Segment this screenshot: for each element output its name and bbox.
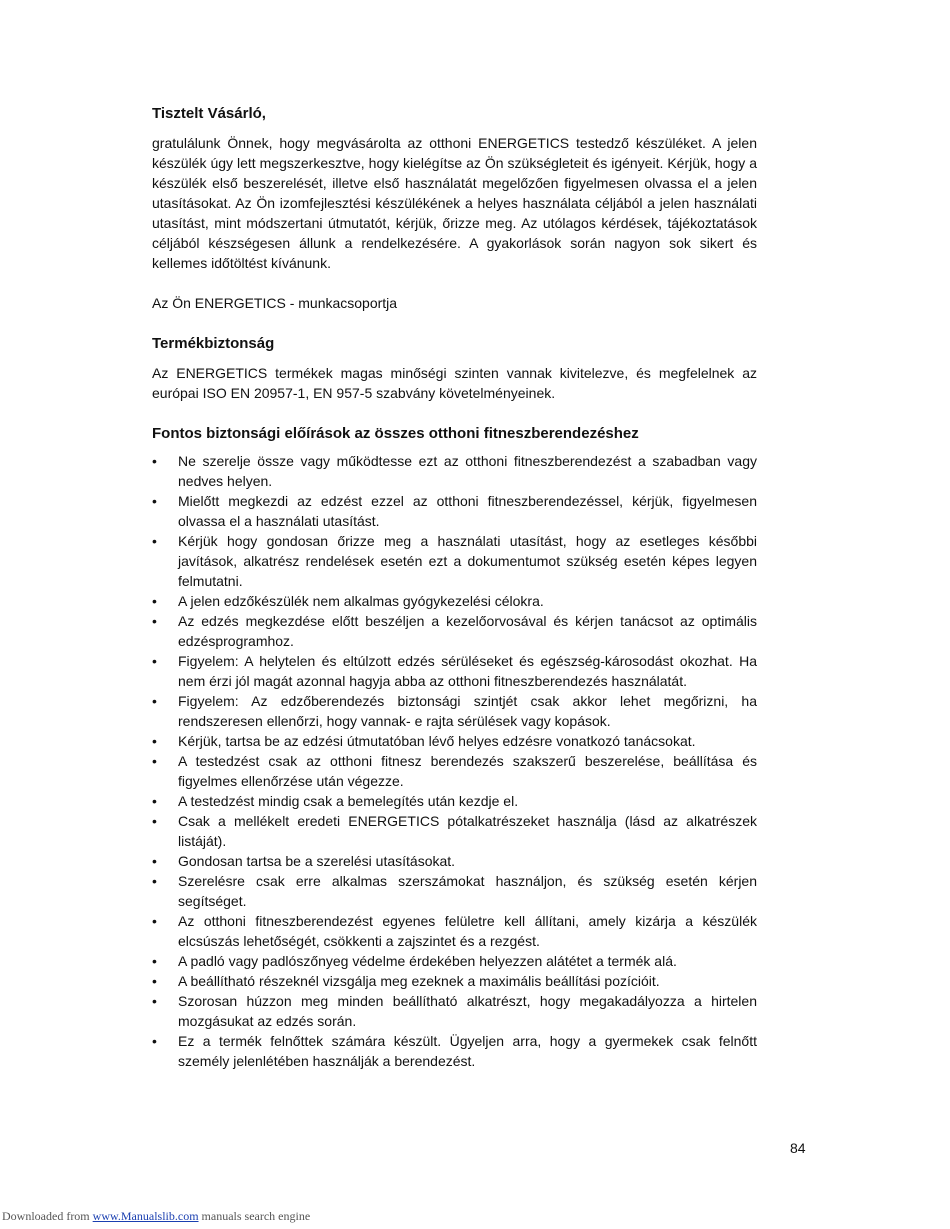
download-footer (2, 1208, 310, 1224)
list-item: • Kérjük, tartsa be az edzési útmutatóban lévő helyes edzésre vonatkozó tanácsokat. (152, 731, 757, 751)
greeting-heading: Tisztelt Vásárló, (152, 105, 266, 122)
list-item: • Figyelem: A helytelen és eltúlzott edzés sérüléseket és egészség-károsodást okozhat. Ha nem érzi jól magát azonnal hagyja abba az otthoni fitneszberendezés használatát. (152, 651, 757, 691)
footer-prefix: Downloaded from (2, 1209, 93, 1223)
page-number: 84 (790, 1140, 806, 1156)
list-item: • Kérjük hogy gondosan őrizze meg a használati utasítást, hogy az esetleges későbbi javítások, alkatrész rendelések esetén ezt a dokumentumot szükség esetén képes legyen felmutatni. (152, 531, 757, 591)
list-item: • A jelen edzőkészülék nem alkalmas gyógykezelési célokra. (152, 591, 757, 611)
list-item: • Ne szerelje össze vagy működtesse ezt az otthoni fitneszberendezést a szabadban vagy nedves helyen. (152, 451, 757, 491)
list-item: • Mielőtt megkezdi az edzést ezzel az otthoni fitneszberendezéssel, kérjük, figyelmesen olvassa el a használati utasítást. (152, 491, 757, 531)
list-item: • Figyelem: Az edzőberendezés biztonsági szintjét csak akkor lehet megőrizni, ha rendszeresen ellenőrzi, hogy vannak- e rajta sérülések vagy kopások. (152, 691, 757, 731)
list-item: • Az otthoni fitneszberendezést egyenes felületre kell állítani, amely kizárja a készülék elcsúszás lehetőségét, csökkenti a zajszintet és a rezgést. (152, 911, 757, 951)
list-item: • A beállítható részeknél vizsgálja meg ezeknek a maximális beállítási pozícióit. (152, 971, 757, 991)
list-item: • Csak a mellékelt eredeti ENERGETICS pótalkatrészeket használja (lásd az alkatrészek listáját). (152, 811, 757, 851)
footer-suffix: manuals search engine (198, 1209, 311, 1223)
manualslib-link[interactable]: www.Manualslib.com (92, 1209, 199, 1223)
list-item: • Szerelésre csak erre alkalmas szerszámokat használjon, és szükség esetén kérjen segítséget. (152, 871, 757, 911)
list-item: • Az edzés megkezdése előtt beszéljen a kezelőorvosával és kérjen tanácsot az optimális edzésprogramhoz. (152, 611, 757, 651)
intro-paragraph: gratulálunk Önnek, hogy megvásárolta az otthoni ENERGETICS testedző készüléket. A jelen készülék úgy lett megszerkesztve, hogy kielégítse az Ön szükségleteit és igényeit. Kérjük, hogy a készülék első beszerelését, illetve első használatát megelőzően figyelmesen olvassa el a jelen utasításokat. Az Ön izomfejlesztési készülékének a helyes használata céljából a jelen használati utasítást, mint módszertani útmutatót, kérjük, őrizze meg. Az utólagos kérdések, tájékoztatások céljából készségesen állunk a rendelkezésére. A gyakorlások során nagyon sok sikert és kellemes időtöltést kívánunk. (152, 135, 757, 271)
list-item: • Gondosan tartsa be a szerelési utasításokat. (152, 851, 757, 871)
signature-line: Az Ön ENERGETICS - munkacsoportja (152, 295, 398, 311)
safety-rules-heading: Fontos biztonsági előírások az összes otthoni fitneszberendezéshez (152, 425, 639, 442)
list-item: • A testedzést csak az otthoni fitnesz berendezés szakszerű beszerelése, beállítása és figyelmes ellenőrzése után végezze. (152, 751, 757, 791)
list-item: • Szorosan húzzon meg minden beállítható alkatrészt, hogy megakadályozza a hirtelen mozgásukat az edzés során. (152, 991, 757, 1031)
list-item: • Ez a termék felnőttek számára készült. Ügyeljen arra, hogy a gyermekek csak felnőtt személy jelenlétében használják a berendezést. (152, 1031, 757, 1071)
document-body (152, 103, 757, 1071)
product-safety-paragraph: Az ENERGETICS termékek magas minőségi szinten vannak kivitelezve, és megfelelnek az európai ISO EN 20957-1, EN 957-5 szabvány követelményeinek. (152, 365, 757, 401)
safety-rules-list (152, 451, 757, 1071)
list-item: • A testedzést mindig csak a bemelegítés után kezdje el. (152, 791, 757, 811)
product-safety-heading: Termékbiztonság (152, 335, 275, 352)
list-item: • A padló vagy padlószőnyeg védelme érdekében helyezzen alátétet a termék alá. (152, 951, 757, 971)
